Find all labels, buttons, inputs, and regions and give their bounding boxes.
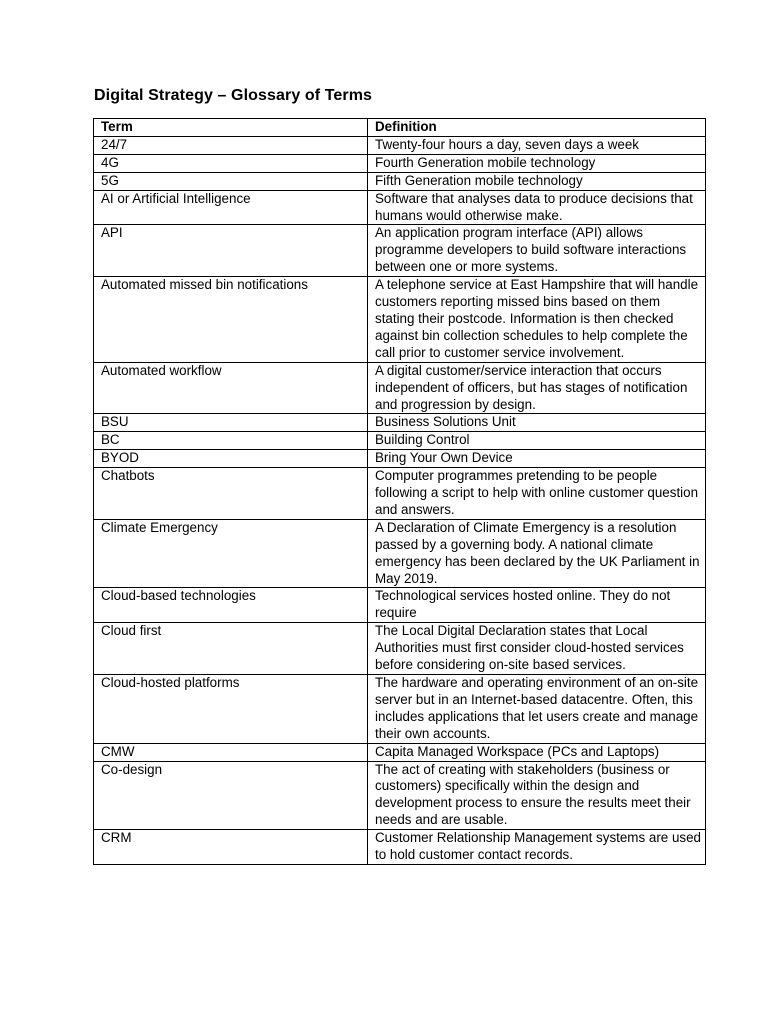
term-cell: 5G bbox=[94, 172, 368, 190]
definition-cell: Customer Relationship Management systems are used to hold customer contact records. bbox=[368, 830, 706, 865]
term-cell: API bbox=[94, 225, 368, 277]
definition-cell: Business Solutions Unit bbox=[368, 414, 706, 432]
definition-cell: Fourth Generation mobile technology bbox=[368, 154, 706, 172]
definition-cell: Bring Your Own Device bbox=[368, 450, 706, 468]
page-title: Digital Strategy – Glossary of Terms bbox=[94, 87, 373, 104]
term-column-header: Term bbox=[94, 119, 368, 137]
table-row bbox=[94, 414, 706, 432]
definition-cell: The hardware and operating environment of an on-site server but in an Internet-based datacentre. Often, this includes applications that let users create and manage their own accounts. bbox=[368, 675, 706, 744]
table-row bbox=[94, 136, 706, 154]
term-cell: AI or Artificial Intelligence bbox=[94, 190, 368, 225]
table-row bbox=[94, 450, 706, 468]
table-row bbox=[94, 190, 706, 225]
term-cell: Cloud first bbox=[94, 623, 368, 675]
term-cell: Climate Emergency bbox=[94, 519, 368, 588]
term-cell: Cloud-based technologies bbox=[94, 588, 368, 623]
table-row bbox=[94, 225, 706, 277]
table-row bbox=[94, 675, 706, 744]
definition-cell: Fifth Generation mobile technology bbox=[368, 172, 706, 190]
term-cell: Cloud-hosted platforms bbox=[94, 675, 368, 744]
term-cell: BYOD bbox=[94, 450, 368, 468]
table-row bbox=[94, 172, 706, 190]
definition-column-header: Definition bbox=[368, 119, 706, 137]
table-row bbox=[94, 519, 706, 588]
table-row bbox=[94, 468, 706, 520]
table-row bbox=[94, 588, 706, 623]
term-cell: CRM bbox=[94, 830, 368, 865]
definition-cell: An application program interface (API) allows programme developers to build software interactions between one or more systems. bbox=[368, 225, 706, 277]
definition-cell: A Declaration of Climate Emergency is a resolution passed by a governing body. A national climate emergency has been declared by the UK Parliament in May 2019. bbox=[368, 519, 706, 588]
table-row bbox=[94, 362, 706, 414]
definition-cell: The act of creating with stakeholders (business or customers) specifically within the design and development process to ensure the results meet their needs and are usable. bbox=[368, 761, 706, 830]
glossary-table bbox=[93, 118, 706, 865]
definition-cell: Software that analyses data to produce decisions that humans would otherwise make. bbox=[368, 190, 706, 225]
term-cell: BC bbox=[94, 432, 368, 450]
term-cell: Automated workflow bbox=[94, 362, 368, 414]
term-cell: 24/7 bbox=[94, 136, 368, 154]
table-row bbox=[94, 743, 706, 761]
table-row bbox=[94, 761, 706, 830]
table-row bbox=[94, 154, 706, 172]
table-row bbox=[94, 623, 706, 675]
definition-cell: Twenty-four hours a day, seven days a week bbox=[368, 136, 706, 154]
table-row bbox=[94, 277, 706, 363]
term-cell: Co-design bbox=[94, 761, 368, 830]
term-cell: 4G bbox=[94, 154, 368, 172]
table-row bbox=[94, 432, 706, 450]
table-header-row bbox=[94, 119, 706, 137]
definition-cell: A telephone service at East Hampshire that will handle customers reporting missed bins based on them stating their postcode. Information is then checked against bin collection schedules to help complete the call prior to customer service involvement. bbox=[368, 277, 706, 363]
definition-cell: The Local Digital Declaration states that Local Authorities must first consider cloud-hosted services before considering on-site based services. bbox=[368, 623, 706, 675]
definition-cell: Building Control bbox=[368, 432, 706, 450]
definition-cell: A digital customer/service interaction that occurs independent of officers, but has stages of notification and progression by design. bbox=[368, 362, 706, 414]
definition-cell: Computer programmes pretending to be people following a script to help with online customer question and answers. bbox=[368, 468, 706, 520]
term-cell: Chatbots bbox=[94, 468, 368, 520]
term-cell: CMW bbox=[94, 743, 368, 761]
term-cell: BSU bbox=[94, 414, 368, 432]
table-row bbox=[94, 830, 706, 865]
term-cell: Automated missed bin notifications bbox=[94, 277, 368, 363]
definition-cell: Capita Managed Workspace (PCs and Laptops) bbox=[368, 743, 706, 761]
definition-cell: Technological services hosted online. They do not require bbox=[368, 588, 706, 623]
